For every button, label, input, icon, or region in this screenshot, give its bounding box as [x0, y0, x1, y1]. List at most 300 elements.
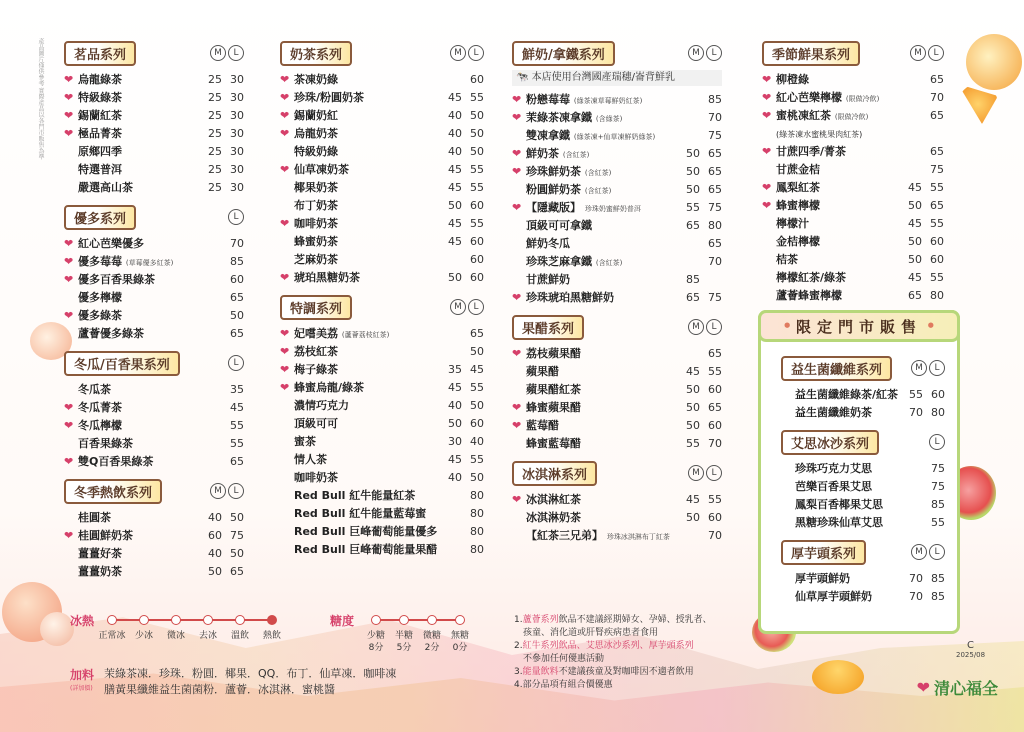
- price-l: 80: [708, 218, 722, 232]
- size-labels: [911, 544, 945, 560]
- price-m: 50: [686, 146, 700, 160]
- price-m: 50: [908, 198, 922, 212]
- ice-level-dot: [235, 615, 245, 625]
- brand-logo: [917, 676, 998, 699]
- grapefruit-icon: [966, 34, 1022, 90]
- size-labels: [688, 465, 722, 481]
- limited-store-panel: [758, 310, 960, 634]
- size-m: M: [910, 45, 926, 61]
- menu-item: [64, 178, 244, 196]
- menu-item: [64, 234, 244, 252]
- item-name: 珍珠琥珀黑糖鮮奶: [526, 291, 614, 304]
- note-text: 不建議孩童及對咖啡因不適者飲用: [558, 667, 694, 677]
- item-name: Red Bull 紅牛能量藍莓蜜: [294, 507, 427, 520]
- item-name: 琥珀黑糖奶茶: [294, 271, 360, 284]
- heart-icon: ❤: [64, 308, 74, 322]
- ice-legend: [70, 612, 94, 629]
- size-l: L: [929, 434, 945, 450]
- price-m: 70: [909, 589, 923, 603]
- item-name: 頂級可可: [294, 417, 338, 430]
- item-note: (草莓優多紅茶): [125, 259, 174, 267]
- size-m: M: [450, 299, 466, 315]
- price-l: 65: [708, 146, 722, 160]
- item-name: 咖啡奶茶: [294, 471, 338, 484]
- section-donggua: [64, 350, 244, 470]
- item-note: (含紅茶): [584, 187, 612, 195]
- price-m: 50: [686, 382, 700, 396]
- item-name: 冬瓜菁茶: [78, 401, 122, 414]
- size-labels: [210, 483, 244, 499]
- price-l: 50: [470, 398, 484, 412]
- menu-item: [280, 324, 484, 342]
- item-name: Red Bull 巨峰葡萄能量果醋: [294, 543, 438, 556]
- section-title: 艾思冰沙系列: [781, 430, 879, 455]
- disclaimer-note: 產品圖片僅供參考 實際產品以各門市販售為準: [37, 38, 44, 160]
- note-number: 2.: [514, 641, 523, 651]
- menu-item: [280, 178, 484, 196]
- menu-item: [512, 180, 722, 198]
- item-name: 冬瓜茶: [78, 383, 111, 396]
- price-l: 65: [708, 400, 722, 414]
- ice-level-label: 少冰: [134, 631, 153, 641]
- ice-level-dot: [203, 615, 213, 625]
- price-l: 70: [708, 436, 722, 450]
- extras-line-2: 膳黃果纖維益生菌菌粉．蘆薈．冰淇淋．蜜桃醬: [104, 683, 336, 696]
- price-m: 55: [686, 200, 700, 214]
- sugar-label: 糖度: [330, 614, 355, 628]
- notes: [514, 614, 712, 692]
- menu-item: [280, 432, 484, 450]
- size-m: M: [911, 544, 927, 560]
- menu-item: [512, 108, 722, 126]
- price-m: 30: [448, 434, 462, 448]
- price-m: 35: [448, 362, 462, 376]
- price-l: 75: [708, 290, 722, 304]
- heart-icon: ❤: [762, 108, 772, 122]
- item-name: 冬瓜檸檬: [78, 419, 122, 432]
- item-name: 益生菌纖維綠茶/紅茶: [795, 388, 899, 401]
- item-note: (綠茶凍+仙草凍鮮奶綠茶): [573, 133, 656, 141]
- item-name: 雙凍拿鐵 (綠茶凍+仙草凍鮮奶綠茶): [526, 129, 656, 142]
- heart-icon: ❤: [512, 200, 522, 214]
- heart-icon: ❤: [512, 418, 522, 432]
- item-name: 黑糖珍珠仙草艾思: [795, 516, 883, 529]
- menu-item: [64, 252, 244, 270]
- menu-item: [64, 398, 244, 416]
- price-m: 40: [208, 510, 222, 524]
- price-l: 50: [470, 470, 484, 484]
- menu-item: [762, 106, 944, 124]
- menu-item: [64, 380, 244, 398]
- menu-item: [781, 587, 945, 605]
- size-m: M: [688, 45, 704, 61]
- price-m: 25: [208, 90, 222, 104]
- menu-item: [512, 434, 722, 452]
- price-m: 25: [208, 72, 222, 86]
- size-l: L: [228, 209, 244, 225]
- section-title: 果醋系列: [512, 315, 584, 340]
- menu-item: [512, 526, 722, 544]
- price-l: 70: [708, 110, 722, 124]
- price-m: 50: [908, 252, 922, 266]
- price-m: 25: [208, 180, 222, 194]
- column-4: [762, 40, 944, 312]
- size-l: L: [706, 465, 722, 481]
- heart-icon: ❤: [280, 270, 290, 284]
- item-name: 頂級可可拿鐵: [526, 219, 592, 232]
- heart-icon: ❤: [280, 326, 290, 340]
- menu-item: [512, 198, 722, 216]
- price-l: 50: [230, 546, 244, 560]
- sugar-level-dot: [399, 615, 409, 625]
- size-l: L: [468, 45, 484, 61]
- price-l: 60: [470, 252, 484, 266]
- price-l: 55: [930, 216, 944, 230]
- heart-logo-icon: ❤: [916, 678, 930, 697]
- item-name: 柳橙綠: [776, 73, 809, 86]
- price-l: 30: [230, 108, 244, 122]
- price-l: 85: [230, 254, 244, 268]
- item-name: 茉綠茶凍拿鐵 (含綠茶): [526, 111, 623, 124]
- item-name: 茶凍奶綠: [294, 73, 338, 86]
- price-l: 50: [230, 308, 244, 322]
- price-l: 55: [931, 515, 945, 529]
- menu-item: [781, 403, 945, 421]
- section-title: 冬季熱飲系列: [64, 479, 162, 504]
- size-labels: [228, 209, 244, 225]
- item-note: (限做冷飲): [845, 95, 880, 103]
- size-m: M: [911, 360, 927, 376]
- item-name: 【隱藏版】 珍珠奶蜜鮮奶普洱: [526, 201, 641, 214]
- extras: [70, 666, 396, 698]
- item-name: 蜂蜜藍莓醋: [526, 437, 581, 450]
- note-highlight: 蘆薈系列: [522, 615, 559, 625]
- note-3: [514, 666, 712, 679]
- price-l: 70: [230, 236, 244, 250]
- price-l: 60: [470, 234, 484, 248]
- item-name: Red Bull 巨峰葡萄能量優多: [294, 525, 438, 538]
- item-note: (含綠茶): [595, 115, 623, 123]
- price-m: 25: [208, 126, 222, 140]
- price-m: 25: [208, 144, 222, 158]
- price-m: 45: [908, 270, 922, 284]
- size-labels: [450, 45, 484, 61]
- price-l: 35: [230, 382, 244, 396]
- menu-item: [64, 434, 244, 452]
- note-2: [514, 640, 712, 653]
- price-l: 60: [470, 72, 484, 86]
- menu-item: [762, 160, 944, 178]
- size-l: L: [228, 355, 244, 371]
- item-name: 蜂蜜奶茶: [294, 235, 338, 248]
- size-labels: [228, 355, 244, 371]
- item-name: 仙草厚芋頭鮮奶: [795, 590, 872, 603]
- item-name: 錫蘭紅茶: [78, 109, 122, 122]
- section-youduo: [64, 204, 244, 342]
- menu-item: [280, 196, 484, 214]
- section-title: 季節鮮果系列: [762, 41, 860, 66]
- item-name: 梅子綠茶: [294, 363, 338, 376]
- item-name: 桂圓茶: [78, 511, 111, 524]
- menu-item: [781, 477, 945, 495]
- section-title: 冰淇淋系列: [512, 461, 597, 486]
- orange-slice-icon: [812, 660, 864, 694]
- item-name: 芝麻奶茶: [294, 253, 338, 266]
- ice-level-label: 去冰: [198, 631, 217, 641]
- heart-icon: ❤: [64, 108, 74, 122]
- item-name: 甘蔗鮮奶: [526, 273, 570, 286]
- page-code: [956, 640, 985, 659]
- peach-icon: [40, 612, 74, 646]
- item-name: 藍莓醋: [526, 419, 559, 432]
- item-name: 甘蔗金桔: [776, 163, 820, 176]
- item-note: (限做冷飲): [834, 113, 869, 121]
- price-m: 50: [686, 400, 700, 414]
- ice-level-label: 溫飲: [230, 631, 249, 641]
- menu-item: [64, 106, 244, 124]
- menu-item: [280, 142, 484, 160]
- item-name: 珍珠芝麻拿鐵 (含紅茶): [526, 255, 623, 268]
- item-name: 特級綠茶: [78, 91, 122, 104]
- price-m: 45: [448, 216, 462, 230]
- note-highlight: 紅牛系列飲品、艾思冰沙系列、厚芋頭系列: [522, 641, 694, 651]
- menu-item: [280, 214, 484, 232]
- heart-icon: ❤: [512, 110, 522, 124]
- item-name: 檸檬紅茶/綠茶: [776, 271, 847, 284]
- sugar-level-label: 無糖: [450, 631, 469, 641]
- item-name: 蜂蜜檸檬: [776, 199, 820, 212]
- price-l: 85: [931, 589, 945, 603]
- price-l: 55: [230, 418, 244, 432]
- price-m: 50: [686, 164, 700, 178]
- ice-level-dot: [171, 615, 181, 625]
- menu-item: [280, 160, 484, 178]
- menu-item: [64, 508, 244, 526]
- heart-icon: ❤: [512, 146, 522, 160]
- menu-item: [781, 385, 945, 403]
- price-l: 55: [470, 452, 484, 466]
- menu-item: [512, 144, 722, 162]
- price-m: 50: [448, 270, 462, 284]
- price-l: 60: [470, 270, 484, 284]
- item-name: 極品菁茶: [78, 127, 122, 140]
- size-l: L: [929, 360, 945, 376]
- menu-item: [64, 88, 244, 106]
- item-name: 珍珠/粉圓奶茶: [294, 91, 365, 104]
- price-l: 45: [230, 400, 244, 414]
- menu-item: [762, 268, 944, 286]
- menu-item: [762, 124, 944, 142]
- menu-item: [64, 70, 244, 88]
- item-name: 蜂蜜烏龍/綠茶: [294, 381, 365, 394]
- price-l: 55: [930, 270, 944, 284]
- size-l: L: [929, 544, 945, 560]
- note-1-cont: 孩童、消化道或肝腎疾病患者食用: [523, 628, 659, 638]
- size-l: L: [928, 45, 944, 61]
- price-l: 40: [470, 434, 484, 448]
- price-l: 50: [470, 344, 484, 358]
- price-m: 60: [208, 528, 222, 542]
- heart-icon: ❤: [64, 236, 74, 250]
- heart-icon: ❤: [512, 164, 522, 178]
- size-l: L: [706, 319, 722, 335]
- menu-item: [781, 569, 945, 587]
- price-l: 65: [930, 108, 944, 122]
- item-name: 蘆薈優多綠茶: [78, 327, 144, 340]
- menu-item: [512, 288, 722, 306]
- price-m: 65: [686, 290, 700, 304]
- price-m: 50: [686, 510, 700, 524]
- price-l: 55: [708, 492, 722, 506]
- price-m: 45: [908, 216, 922, 230]
- item-name: 錫蘭奶紅: [294, 109, 338, 122]
- price-m: 50: [448, 198, 462, 212]
- heart-icon: ❤: [280, 90, 290, 104]
- menu-item: [280, 250, 484, 268]
- menu-item: [280, 378, 484, 396]
- menu-item: [64, 526, 244, 544]
- price-l: 85: [708, 92, 722, 106]
- item-name: 紅心芭樂優多: [78, 237, 144, 250]
- ice-level-dot: [267, 615, 277, 625]
- heart-icon: ❤: [280, 216, 290, 230]
- heart-icon: ❤: [512, 492, 522, 506]
- price-l: 30: [230, 126, 244, 140]
- item-name: 鮮奶冬瓜: [526, 237, 570, 250]
- item-name: 蜜茶: [294, 435, 316, 448]
- price-m: 45: [448, 180, 462, 194]
- ice-level-label: 正常冰: [98, 631, 126, 641]
- price-l: 70: [708, 254, 722, 268]
- menu-item: [64, 288, 244, 306]
- sugar-level-label: 微糖: [422, 631, 441, 641]
- heart-icon: ❤: [512, 290, 522, 304]
- size-m: M: [450, 45, 466, 61]
- price-l: 80: [470, 542, 484, 556]
- menu-item: [762, 70, 944, 88]
- heart-icon: ❤: [64, 254, 74, 268]
- menu-item: [280, 268, 484, 286]
- note-number: 3.: [514, 667, 523, 677]
- menu-item: [64, 416, 244, 434]
- item-name: 益生菌纖維奶茶: [795, 406, 872, 419]
- menu-item: [280, 70, 484, 88]
- price-l: 80: [931, 405, 945, 419]
- sugar-scale-line: [372, 619, 464, 621]
- sugar-level-dot: [371, 615, 381, 625]
- menu-item: [512, 508, 722, 526]
- menu-item: [280, 504, 484, 522]
- item-name: 優多百香果綠茶: [78, 273, 155, 286]
- size-l: L: [468, 299, 484, 315]
- banner-dot: •: [926, 317, 936, 335]
- sugar-level-label: 半糖: [394, 631, 413, 641]
- menu-item: [280, 522, 484, 540]
- price-l: 80: [470, 488, 484, 502]
- price-l: 70: [708, 528, 722, 542]
- note-number: 1.: [514, 615, 523, 625]
- menu-item: [280, 540, 484, 558]
- price-m: 25: [208, 162, 222, 176]
- item-name: 蜂蜜蘋果醋: [526, 401, 581, 414]
- item-name: 特級奶綠: [294, 145, 338, 158]
- heart-icon: ❤: [762, 198, 772, 212]
- price-m: 40: [208, 546, 222, 560]
- price-l: 65: [708, 236, 722, 250]
- price-l: 65: [930, 144, 944, 158]
- price-l: 65: [930, 198, 944, 212]
- price-m: 40: [448, 108, 462, 122]
- menu-item: [280, 414, 484, 432]
- section-title: 特調系列: [280, 295, 352, 320]
- menu-item: [512, 234, 722, 252]
- sugar-level-label: 0分: [452, 643, 468, 653]
- price-l: 60: [470, 416, 484, 430]
- size-labels: [450, 299, 484, 315]
- item-note: 珍珠冰淇淋布丁紅茶: [606, 533, 670, 541]
- item-name: 蘋果醋: [526, 365, 559, 378]
- section-taro: [781, 539, 945, 605]
- menu-item: [512, 398, 722, 416]
- item-name: 珍珠鮮奶茶 (含紅茶): [526, 165, 612, 178]
- price-l: 55: [470, 216, 484, 230]
- ice-level-dot: [139, 615, 149, 625]
- item-name: 蘆薈蜂蜜檸檬: [776, 289, 842, 302]
- item-name: (綠茶凍水蜜桃果肉紅茶): [776, 129, 863, 139]
- price-m: 45: [448, 380, 462, 394]
- price-l: 65: [708, 182, 722, 196]
- menu-item: [64, 270, 244, 288]
- price-l: 55: [470, 380, 484, 394]
- price-l: 80: [930, 288, 944, 302]
- limited-store-banner: [758, 310, 960, 342]
- menu-item: [762, 178, 944, 196]
- menu-item: [512, 162, 722, 180]
- price-l: 50: [470, 144, 484, 158]
- column-3: [512, 40, 722, 552]
- menu-item: [512, 344, 722, 362]
- price-l: 45: [470, 362, 484, 376]
- item-name: 妃嚐美荔 (蘆薈荔枝紅茶): [294, 327, 390, 340]
- price-l: 60: [708, 382, 722, 396]
- section-title: 茗品系列: [64, 41, 136, 66]
- item-name: 粉戀莓莓 (綠茶凍草莓鮮奶紅茶): [526, 93, 643, 106]
- price-l: 55: [930, 180, 944, 194]
- ice-label: 冰熱: [70, 614, 95, 628]
- item-name: 芭樂百香果艾思: [795, 480, 872, 493]
- price-m: 40: [448, 470, 462, 484]
- heart-icon: ❤: [512, 400, 522, 414]
- menu-item: [512, 252, 722, 270]
- extras-label: 加料: [70, 668, 95, 682]
- heart-icon: ❤: [512, 346, 522, 360]
- price-l: 85: [931, 497, 945, 511]
- heart-icon: ❤: [64, 528, 74, 542]
- heart-icon: ❤: [762, 90, 772, 104]
- price-m: 45: [908, 180, 922, 194]
- heart-icon: ❤: [64, 418, 74, 432]
- price-m: 85: [686, 272, 700, 286]
- item-name: 甘蔗四季/菁茶: [776, 145, 847, 158]
- menu-item: [762, 142, 944, 160]
- menu-item: [762, 286, 944, 304]
- item-name: 百香果綠茶: [78, 437, 133, 450]
- menu-item: [280, 486, 484, 504]
- price-m: 65: [686, 218, 700, 232]
- item-name: 金桔檸檬: [776, 235, 820, 248]
- menu-item: [280, 106, 484, 124]
- sugar-level-label: 2分: [424, 643, 440, 653]
